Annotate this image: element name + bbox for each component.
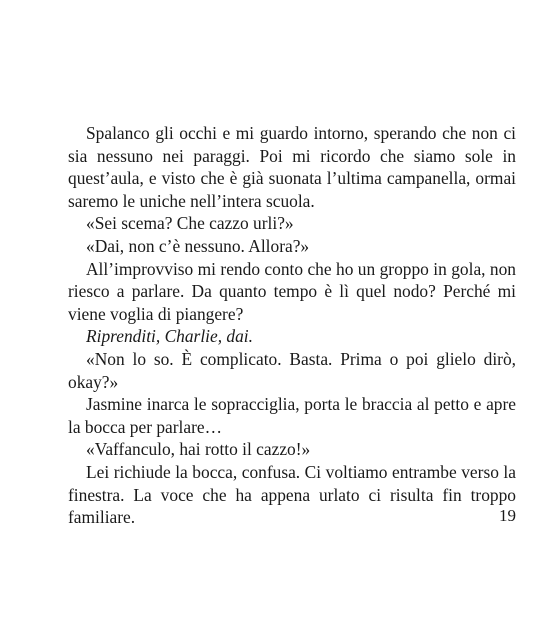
paragraph-6: «Non lo so. È complicato. Basta. Prima o poi glielo dirò, okay?»: [68, 348, 516, 392]
paragraph-9: Lei richiude la bocca, confusa. Ci voltiamo entrambe verso la finestra. La voce che ha appena urlato ci risulta fin troppo familiare.: [68, 461, 516, 528]
paragraph-8: «Vaffanculo, hai rotto il cazzo!»: [86, 439, 311, 460]
page-body: [68, 122, 516, 529]
paragraph-1: Spalanco gli occhi e mi guardo intorno, sperando che non ci sia nessuno nei paraggi. Poi mi ricordo che siamo sole in quest’aula, e visto che è già suonata l’ultima campanella, ormai saremo le uniche nell’intera scuola.: [68, 123, 516, 211]
paragraph-3: «Dai, non c’è nessuno. Allora?»: [86, 235, 310, 256]
paragraph-4: All’improvviso mi rendo conto che ho un groppo in gola, non riesco a parlare. Da quanto tempo è lì quel nodo? Perché mi viene voglia di piangere?: [68, 258, 516, 324]
paragraph-2: «Sei scema? Che cazzo urli?»: [86, 213, 294, 234]
page-number: 19: [499, 506, 516, 525]
paragraph-7: Jasmine inarca le sopracciglia, porta le braccia al petto e apre la bocca per parlare…: [68, 394, 516, 437]
paragraph-5-italic-thought: Riprenditi, Charlie, dai.: [86, 326, 253, 347]
